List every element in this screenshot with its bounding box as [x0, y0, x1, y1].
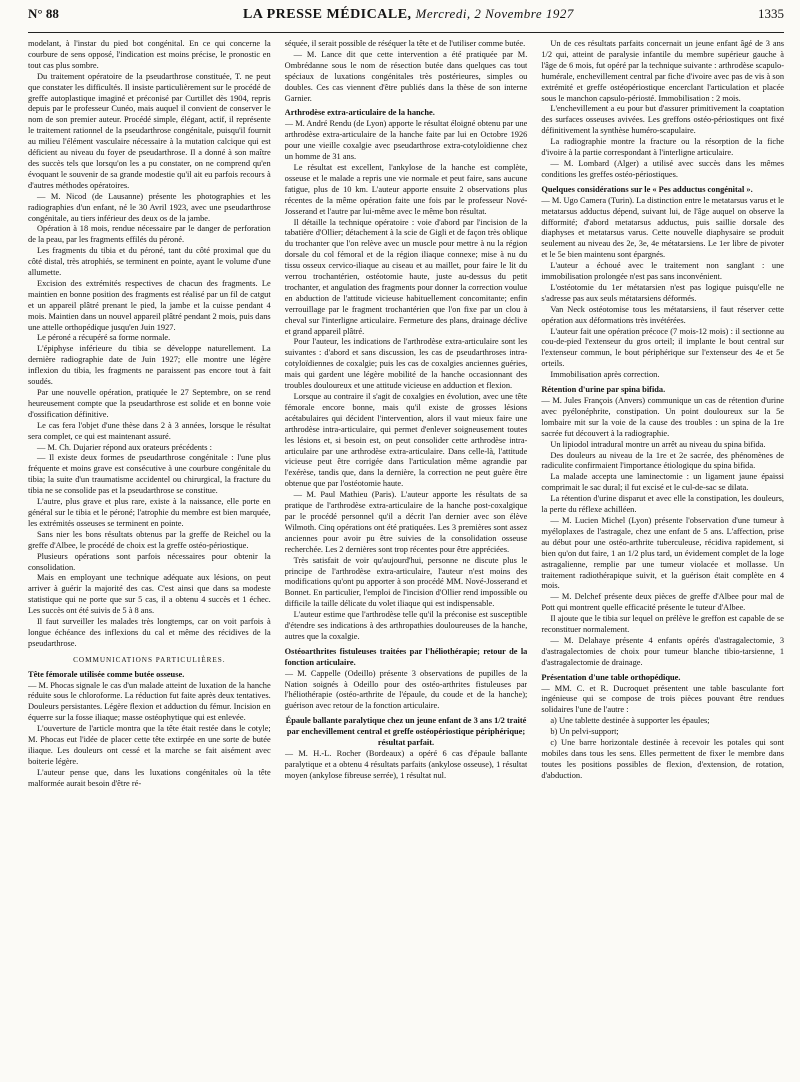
issue-number: N° 88 — [28, 6, 59, 21]
paragraph: — M. Jules François (Anvers) communique un cas de rétention d'urine avec pyélonéphrite, constipation. Un point douloureux sur la 5e lombaire mit sur la voie de la cause des troubles : un spina de la 1re sacrée fut découvert à la radiographie. — [541, 396, 785, 438]
paragraph: — M. Ugo Camera (Turin). La distinction entre le metatarsus varus et le metatarsus adductus dépend, suivant lui, de l'âge auquel on observe la difformité; d'abord metatarsus adductus, puis saillie dorsale des diaphyses et metatarsus varus. Cette nouvelle diaphysaire se produit seulement au niveau des 2e, 3e, 4e métatarsiens. Le 1er libre de pivoter et le 5e bien maintenu sont épargnés. — [541, 195, 785, 260]
paragraph: L'autre, plus grave et plus rare, existe à la naissance, elle porte en général sur le tibia et le péroné; l'atrophie du membre est bien marquée, les extrémités osseuses se terminent en pointe. — [28, 497, 271, 528]
paragraph: L'ouverture de l'article montra que la tête était restée dans le cotyle; M. Phocas eut l'idée de placer cette tête extirpée en une sorte de butée iliaque. Les douleurs ont cessé et la marche se fait aisément avec boiterie légère. — [28, 724, 271, 766]
paragraph: Il ajoute que le tibia sur lequel on prélève le greffon est capable de se reconstituer normalement. — [541, 614, 785, 635]
section-heading: Arthrodèse extra-articulaire de la hanche. — [284, 108, 435, 118]
list-item: b) Un pelvi-support; — [550, 727, 619, 737]
paragraph: Un de ces résultats parfaits concernait un jeune enfant âgé de 3 ans 1/2 qui, atteint de paralysie infantile du membre supérieur gauche à l'âge de 6 mois, fut opéré par la technique suivante : arthrodèse scapulo-humérale, enchevillement central par fiche d'ivoire avec pas de vis à son extrémité et greffe ostéopériostique encerclant l'articulation et placée sous le manchon capsulo-périosté. Immobilisation : 2 mois. — [541, 39, 785, 103]
paragraph: — M. Lombard (Alger) a utilisé avec succès dans les mêmes conditions les greffes ostéo-périostiques. — [541, 158, 785, 179]
paragraph: L'auteur a échoué avec le traitement non sanglant : une immobilisation prolongée n'est pas sans inconvénient. — [541, 261, 785, 282]
paragraph: — M. Paul Mathieu (Paris). L'auteur apporte les résultats de sa pratique de l'arthrodèse extra-articulaire de la hanche post-coxalgique par le procédé personnel qu'il a décrit l'an dernier avec son élève Wilmoth. Cinq opérations ont été pratiquées. Les 3 premières sont assez anciennes pour avoir pu être suivies de la consolidation osseuse recherchée. Les 2 dernières sont trop récentes pour être appréciées. — [284, 490, 528, 554]
journal-name: LA PRESSE MÉDICALE, — [242, 7, 412, 22]
section-label: COMMUNICATIONS PARTICULIÈRES. — [73, 655, 226, 664]
paragraph: Le résultat est excellent, l'ankylose de la hanche est complète, osseuse et le malade a repris une vie normale et peut faire, sans aucune fatigue, plus de 10 km. L'auteur apporte ensuite 2 observations plus récentes de la même opération faite une fois par le professeur Nové-Josserand et l'autre par lui-même avec le même bon résultat. — [284, 162, 528, 216]
paragraph: Pour l'auteur, les indications de l'arthrodèse extra-articulaire sont les suivantes : d'abord et sans discussion, les cas de pseudarthroses intra-cotyloïdiennes de coxalgie; puis les cas de coxalgies anciennes guéries, mais qui gardent une légère mobilité de la hanche occasionnant des troubles douloureux et une attitude vicieuse en adduction et flexion. — [284, 337, 528, 391]
paragraph: — M. Delchef présente deux pièces de greffe d'Albee pour mal de Pott qui montrent quelle efficacité présente le tuteur d'Albee. — [541, 592, 785, 613]
paragraph: Le cas fera l'objet d'une thèse dans 2 à 3 années, lorsque le résultat sera complet, ce qui est maintenant assuré. — [28, 420, 271, 441]
section-heading: Ostéoarthrites fistuleuses traitées par l'héliothérapie; retour de la fonction articulaire. — [284, 646, 528, 667]
paragraph: Le péroné a récupéré sa forme normale. — [37, 333, 171, 343]
column-1 — [28, 39, 271, 1079]
column-2 — [285, 39, 528, 1079]
paragraph: — Il existe deux formes de pseudarthrose congénitale : l'une plus fréquente et moins grave est consécutive à une courbure congénitale du tibia; la suite d'un traumatisme accidentel ou chirurgical, la fracture du tibia ne se consolide pas et la pseudarthrose se constitue. — [28, 453, 271, 496]
paragraph: Sans nier les bons résultats obtenus par la greffe de Reichel ou la greffe d'Albee, le procédé de choix est la greffe ostéo-périostique. — [28, 529, 271, 550]
section-heading: Rétention d'urine par spina bifida. — [541, 385, 666, 395]
article-columns — [28, 39, 784, 1079]
paragraph: Excision des extrémités respectives de chacun des fragments. Le maintien en bonne position des fragments est réalisé par un fil de catgut et un appareil plâtré prenant le pied, la jambe et la cuisse pendant 4 mois. Maintien dans un nouvel appareil plâtré pendant 2 mois, puis dans une attelle orthopédique jusqu'en Juin 1927. — [28, 278, 271, 332]
column-3 — [541, 39, 784, 1079]
paragraph: séquée, il serait possible de réséquer la tête et de l'utiliser comme butée. — [284, 39, 526, 48]
paragraph: Il détaille la technique opératoire : voie d'abord par l'incision de la tabatière d'Ollier; détachement à la scie de Gigli et de façon très oblique du trochanter que l'on relève avec un muscle pour mettre à nu la région dorsale du col fémoral et de la région iliaque connexe; mise à nu du tissu osseux cervico-iliaque au ciseau et au maillet, pour faire le lit du verrou trochantérien, ostéotomie haute, juste au-dessus du petit trochanter, et angulation des fragments pour donner la correction voulue en abduction de l'attitude vicieuse habituellement concomitante; enfin verrouillage par le fragment trochantérien que l'on fixe par un clou à cheval sur l'interligne articulaire. Fermeture des plans, drainage déclive et grand appareil plâtré. — [284, 217, 528, 336]
journal-title-line — [243, 6, 574, 23]
paragraph: — M. Delahaye présente 4 enfants opérés d'astragalectomie, 3 d'astragalectomies de choix pour tumeur blanche tibio-tarsienne, 1 d'astragalectomie de drainage. — [541, 635, 785, 667]
paragraph: Mais en employant une technique adéquate aux lésions, on peut arriver à guérir la majorité des cas. C'est ainsi que dans sa modeste statistique qui ne porte que sur 5 cas, il a obtenu 4 succès et 1 échec. Les succès ont été suivis de 5 à 8 ans. — [28, 573, 271, 616]
paragraph: Un lipiodol intradural montre un arrêt au niveau du spina bifida. — [550, 439, 766, 449]
paragraph: — M. Cappelle (Odeillo) présente 3 observations de pupilles de la Nation soignés à Odeillo pour des ostéo-arthrites fistuleuses par l'héliothérapie (ostéo-arthrite de l'épaule, du coude et de la hanche); guérison avec retour de la fonction articulaire. — [284, 668, 528, 711]
paragraph: Par une nouvelle opération, pratiquée le 27 Septembre, on se rend heureusement compte que la pseudarthrose est solide et en bonne voie d'ossification définitive. — [28, 388, 271, 419]
paragraph: Opération à 18 mois, rendue nécessaire par le danger de perforation de la peau, par les fragments effilés du péroné. — [28, 224, 271, 245]
paragraph: Immobilisation après correction. — [550, 370, 660, 380]
section-heading: Épaule ballante paralytique chez un jeune enfant de 3 ans 1/2 traité par enchevillement central et greffe ostéopériostique périphérique; résultat parfait. — [285, 716, 527, 748]
list-item: a) Une tablette destinée à supporter les épaules; — [550, 716, 710, 726]
paragraph: — M. Nicod (de Lausanne) présente les photographies et les radiographies d'un enfant, né le 30 Avril 1923, avec une pseudarthrose congénitale, au tiers inférieur des deux os de la jambe. — [28, 191, 271, 223]
paragraph: La malade accepta une laminectomie : un ligament jaune épaissi comprimait le sac dural; il fut excisé et le cul-de-sac se dilata. — [541, 472, 785, 493]
paragraph: L'auteur fait une opération précoce (7 mois-12 mois) : il sectionne au cou-de-pied l'extenseur du gros orteil; il implante le bout central sur l'extenseur commun, le bout périphérique sur l'extenseur des 4e et 5e orteils. — [541, 326, 785, 369]
paragraph: — M. Phocas signale le cas d'un malade atteint de luxation de la hanche réduite sous le chloroforme. La réduction fut faite après deux tentatives. Douleurs persistantes. Légère flexion et adduction du fémur. Incision en équerre sur la fosse iliaque; masse ostéophytique qui est enlevée. — [28, 680, 271, 723]
paragraph: — M. H.-L. Rocher (Bordeaux) a opéré 6 cas d'épaule ballante paralytique et a obtenu 4 résultats parfaits (ankylose osseuse), 1 résultat moyen (ankylose fibreuse serrée), 1 résultat nul. — [284, 749, 528, 780]
section-heading: Quelques considérations sur le « Pes adductus congénital ». — [541, 184, 753, 194]
paragraph: Lorsque au contraire il s'agit de coxalgies en évolution, avec une tête fémorale encore bonne, mais qu'il existe de grosses lésions acétabulaires qui décident l'intervention, alors il vaut mieux faire une arthrodèse intra-articulaire, qui permet d'enlever soigneusement toutes les lésions et, si besoin est, on peut consolider cette arthrodèse intra-articulaire par une arthrodèse extra-articulaire. Dans celle-là, l'attitude vicieuse peut être corrigée dans l'articulation même agrandie par l'exérèse, tandis que, dans la dernière, la correction ne peut guère être obtenue que par l'ostéotomie haute. — [284, 392, 528, 489]
list-item: c) Une barre horizontale destinée à recevoir les potales qui sont mobiles dans tous les sens. Elles permettent de fixer le membre dans toutes les positions possibles de flexion, d'extension, de rotation, d'abduction. — [541, 738, 785, 780]
paragraph: Du traitement opératoire de la pseudarthrose constituée, T. ne peut que constater les difficultés. Il insiste particulièrement sur le procédé de greffe autoplastique imaginé et préconisé par Curtillet dès 1904, repris depuis par le professeur Cunéo, mais auquel il convient de conserver le nom de son premier auteur. Procédé simple, élégant, actif, il représente le traitement rationnel de la pseudarthrose congénitale, puisqu'il fournit au milieu l'élément vasculaire nécessaire à la mutation calcique qui est déficient au niveau du foyer de pseudarthrose. Il a donné à son maître des succès tels que lorsqu'on les a pu constater, on ne comprend qu'en évoquant le souvenir de sa grande modestie qu'il ait eu parfois recours à d'autres méthodes opératoires. — [28, 71, 271, 190]
paragraph: Van Neck ostéotomise tous les métatarsiens, il faut réserver cette opération aux déformations très invétérées. — [541, 304, 785, 325]
paragraph: L'auteur pense que, dans les luxations congénitales où la tête malformée aurait besoin d'être ré- — [28, 767, 271, 788]
paragraph: modelant, à l'instar du pied bot congénital. En ce qui concerne la courbure de sens opposé, l'indication est moins précise, le pronostic en tout cas plus sombre. — [28, 39, 271, 70]
page-number: 1335 — [757, 6, 784, 21]
paragraph: Les fragments du tibia et du péroné, tant du côté proximal que du côté distal, très atrophiés, se terminent en pointe, ayant le volume d'une allumette. — [28, 246, 271, 278]
paragraph: Plusieurs opérations sont parfois nécessaires pour obtenir la consolidation. — [28, 551, 271, 572]
paragraph: — M. Lucien Michel (Lyon) présente l'observation d'une tumeur à myéloplaxes de l'astragale, chez une enfant de 5 ans. L'affection, prise au début pour une ostéo-arthrite tuberculeuse, récidiva rapidement, si bien qu'on dut faire, 1 an 1/2 plus tard, un évidement complet de la loge astragalienne, remplie par une tumeur violacée et mollasse. Un traitement radiothérapique suivit, et la guérison était complète en 4 mois. — [541, 515, 785, 591]
issue-date: Mercredi, 2 Novembre 1927 — [415, 6, 574, 21]
paragraph: L'auteur estime que l'arthrodèse telle qu'il la préconise est susceptible d'étendre ses indications à des arthropathies douloureuses de la hanche, autres que la coxalgie. — [284, 610, 528, 641]
paragraph: La radiographie montre la fracture ou la résorption de la fiche d'ivoire à la partie correspondant à l'interligne articulaire. — [541, 137, 785, 158]
section-heading: Tête fémorale utilisée comme butée osseuse. — [28, 669, 185, 679]
paragraph: La rétention d'urine disparut et avec elle la constipation, les douleurs, la perte du réflexe achilléen. — [541, 494, 785, 515]
section-heading: Présentation d'une table orthopédique. — [541, 672, 681, 682]
paragraph: L'ostéotomie du 1er métatarsien n'est pas logique puisqu'elle ne s'adresse pas aux seuls métatarsiens déformés. — [541, 282, 785, 303]
paragraph: Il faut surveiller les malades très longtemps, car on voit parfois à longue échéance des inflexions du cal et même des récidives de la pseudarthrose. — [28, 617, 271, 648]
paragraph: Très satisfait de voir qu'aujourd'hui, personne ne discute plus le principe de l'arthrodèse extra-articulaire, l'auteur n'est moins des modifications qu'ont pu apporter à son procédé MM. Nové-Josserand et Bonnet. En particulier, l'emploi de l'incision d'Ollier rend impossible ou difficile la taille délicate du volet iliaque qui est indispensable. — [284, 555, 528, 609]
page-header — [28, 6, 784, 33]
paragraph: — M. Lance dit que cette intervention a été pratiquée par M. Ombrédanne sous le nom de résection butée dans quelques cas tout spéciaux de luxations congénitales très postérieures, simples ou doubles. Ces cas viennent d'être publiés dans la thèse de son interne Garnier. — [284, 49, 528, 103]
paragraph: L'enchevillement a eu pour but d'assurer primitivement la coaptation des surfaces osseuses avivées. Les greffons ostéo-périostiques ont fixé définitivement la synthèse huméro-scapulaire. — [541, 104, 785, 136]
paragraph: — M. Ch. Dujarier répond aux orateurs précédents : — [37, 442, 212, 452]
paragraph: — M. André Rendu (de Lyon) apporte le résultat éloigné obtenu par une arthrodèse extra-articulaire de la hanche faite par lui en Octobre 1926 pour une vieille coxalgie avec pseudarthrose extra-cotyloïdienne chez un homme de 31 ans. — [284, 119, 528, 162]
paragraph: — MM. C. et R. Ducroquet présentent une table basculante fort ingénieuse qui se compose de trois pièces pouvant être rendues solidaires l'une de l'autre : — [541, 683, 785, 715]
paragraph: L'épiphyse inférieure du tibia se développe naturellement. La dernière radiographie date de Juin 1927; elle montre une légère inflexion du tibia, les fragments ne paraissent pas encore tout à fait soudés. — [28, 344, 271, 387]
paragraph: Des douleurs au niveau de la 1re et 2e sacrée, des phénomènes de radiculite confirmaient l'importance étiologique du spina bifida. — [541, 450, 785, 471]
